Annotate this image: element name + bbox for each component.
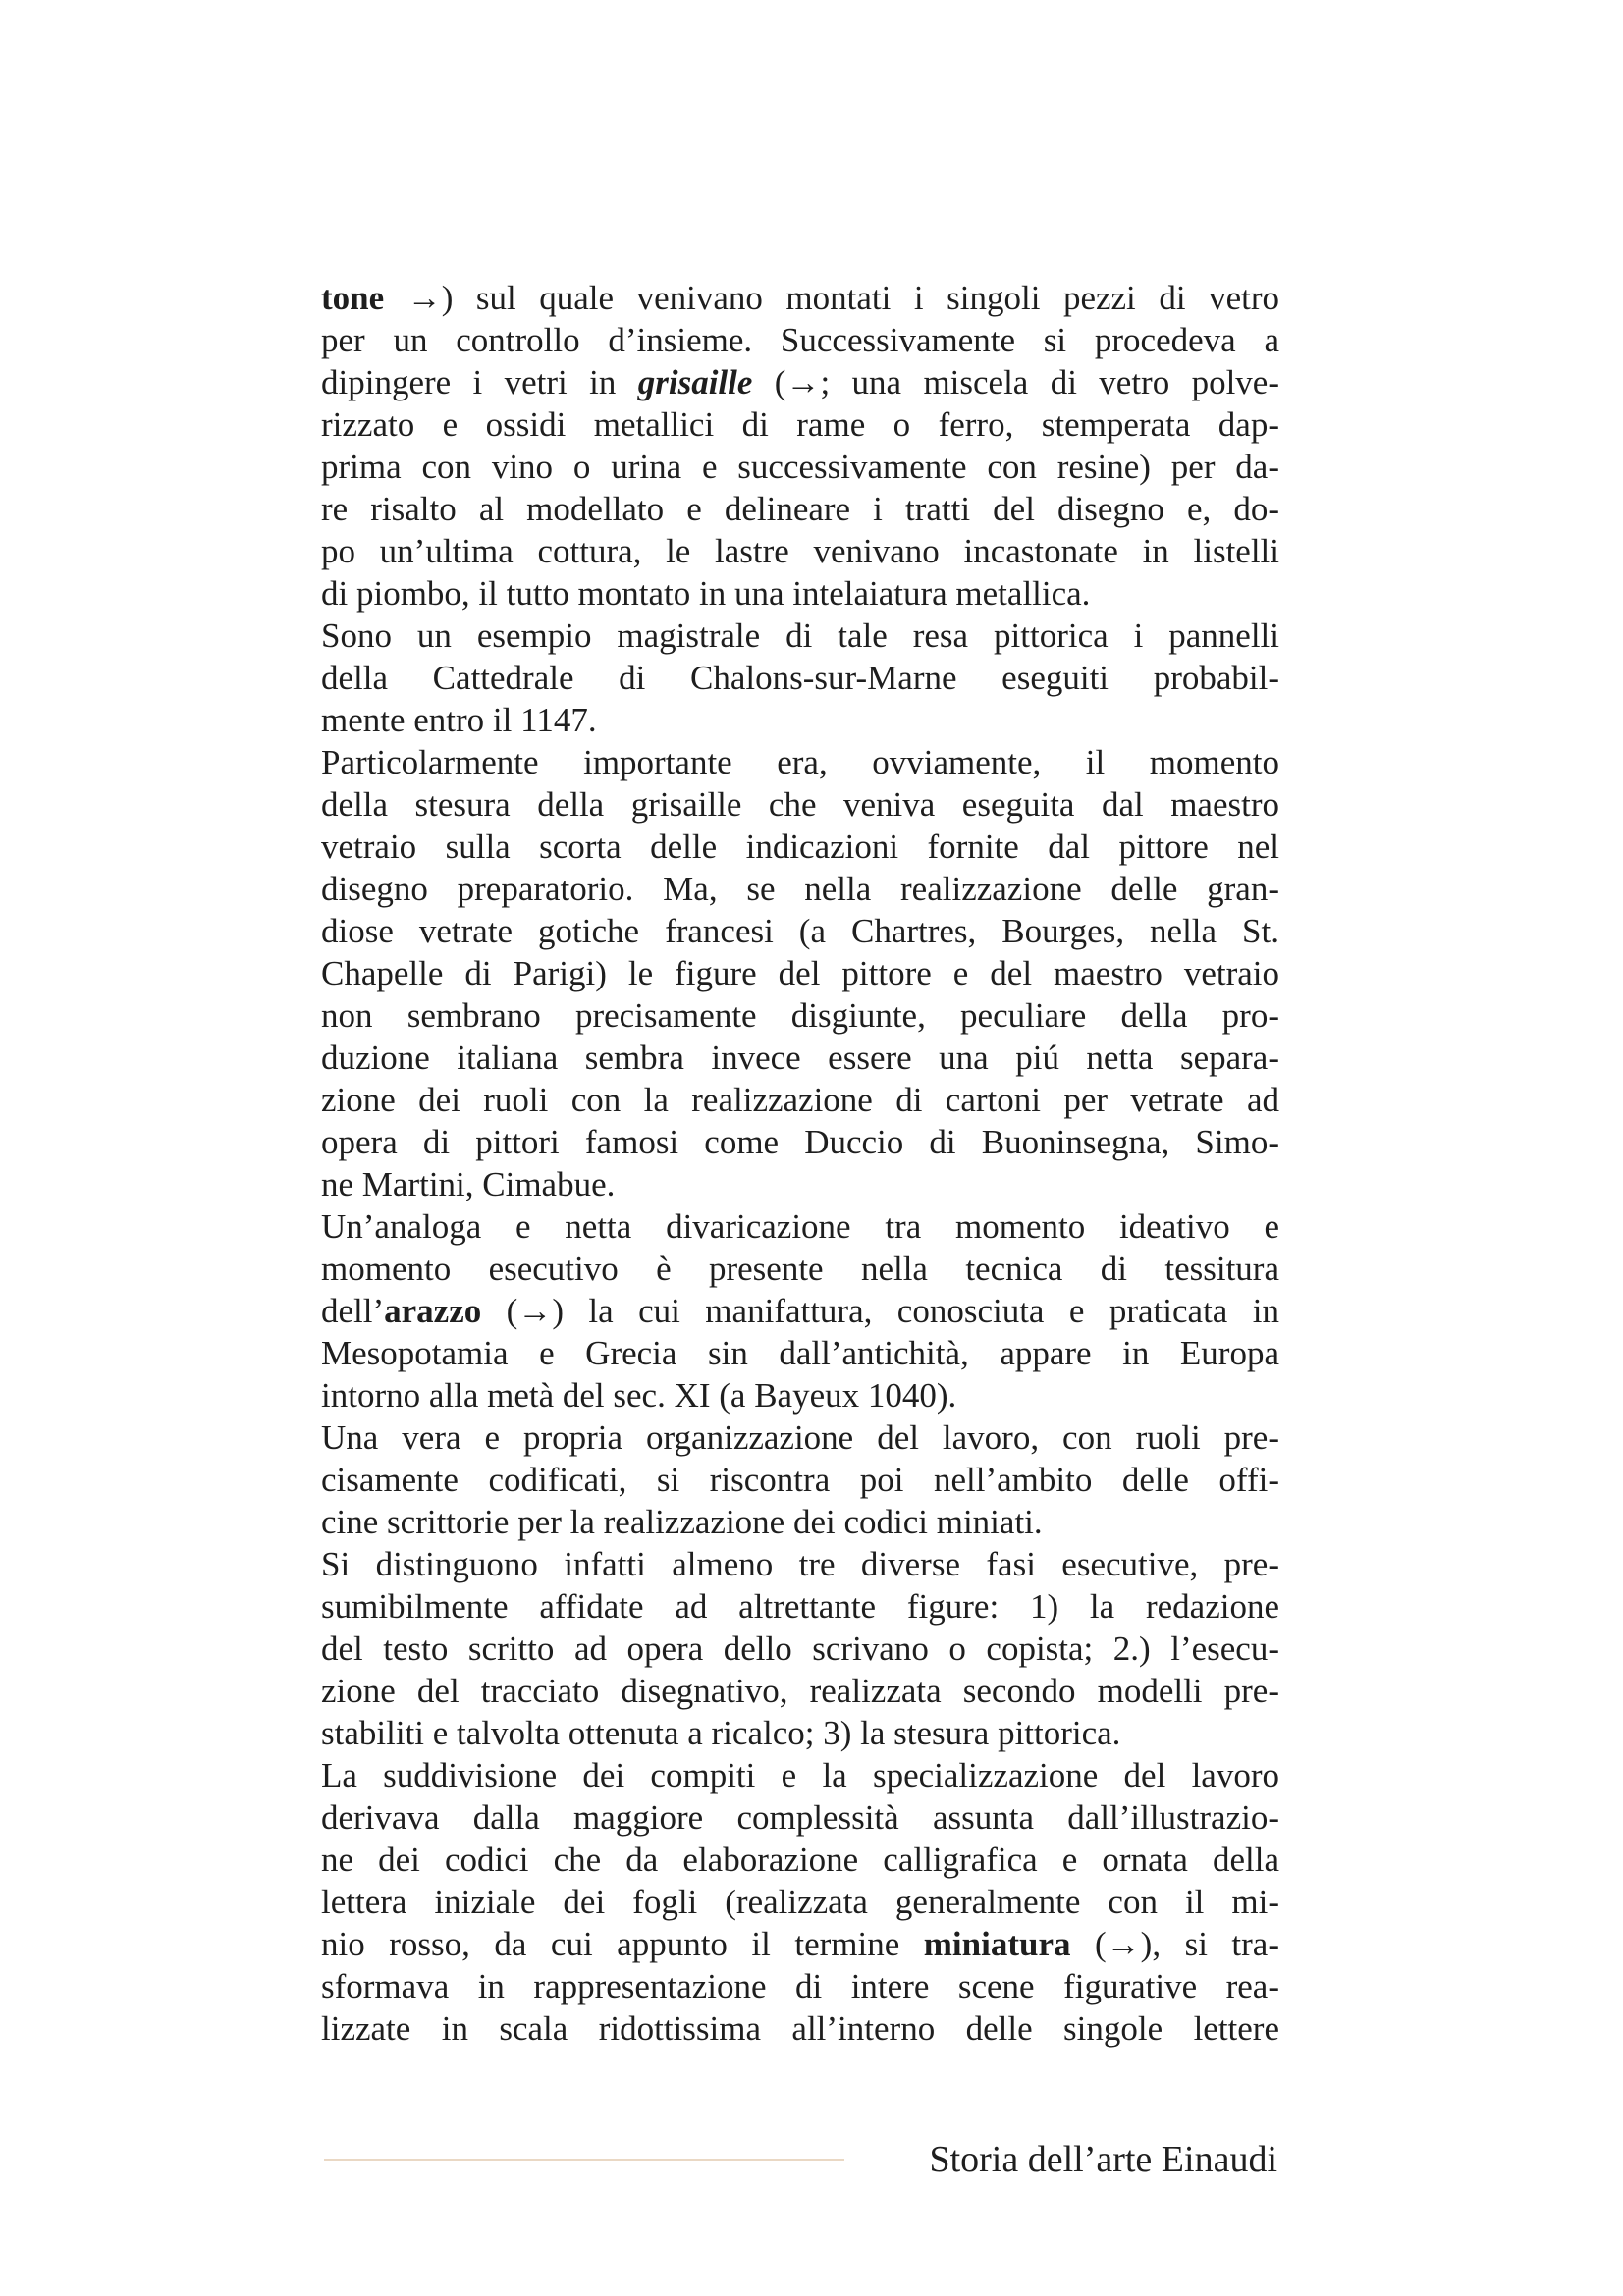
text-segment: Chapelle di Parigi) le figure del pittore e del maestro vetraio — [321, 954, 1279, 992]
text-line — [321, 1332, 1279, 1374]
text-line — [321, 741, 1279, 783]
text-segment: dipingere i vetri in — [321, 363, 638, 401]
text-line — [321, 1079, 1279, 1121]
text-segment: (→), si tra- — [1070, 1925, 1279, 1963]
footer-rule — [324, 2159, 844, 2161]
text-segment: stabiliti e talvolta ottenuta a ricalco; 3) la stesura pittorica. — [321, 1714, 1121, 1752]
text-segment: sumibilmente affidate ad altrettante figure: 1) la redazione — [321, 1587, 1279, 1626]
text-line — [321, 1121, 1279, 1163]
text-line — [321, 1881, 1279, 1923]
text-line — [321, 910, 1279, 952]
text-segment: della Cattedrale di Chalons-sur-Marne eseguiti probabil- — [321, 659, 1279, 697]
text-segment: →) sul quale venivano montati i singoli pezzi di vetro — [384, 279, 1279, 317]
text-segment: zione dei ruoli con la realizzazione di cartoni per vetrate ad — [321, 1081, 1279, 1119]
text-segment: Mesopotamia e Grecia sin dall’antichità, appare in Europa — [321, 1334, 1279, 1372]
text-line — [321, 319, 1279, 361]
text-segment: ne Martini, Cimabue. — [321, 1165, 616, 1203]
text-line — [321, 488, 1279, 530]
text-segment: re risalto al modellato e delineare i tratti del disegno e, do- — [321, 490, 1279, 528]
text-line — [321, 572, 1279, 614]
text-segment: disegno preparatorio. Ma, se nella realizzazione delle gran- — [321, 870, 1279, 908]
term-link-text: arazzo — [384, 1292, 482, 1330]
text-segment: per un controllo d’insieme. Successivamente si procedeva a — [321, 321, 1279, 359]
text-line — [321, 1923, 1279, 1965]
text-segment: (→; una miscela di vetro polve- — [752, 363, 1279, 401]
text-line — [321, 1205, 1279, 1248]
text-line — [321, 403, 1279, 446]
text-segment: della stesura della grisaille che veniva eseguita dal maestro — [321, 785, 1279, 824]
footer-title: Storia dell’arte Einaudi — [929, 2139, 1277, 2180]
text-segment: del testo scritto ad opera dello scrivano o copista; 2.) l’esecu- — [321, 1629, 1279, 1668]
body-text — [321, 277, 1279, 2050]
text-line — [321, 657, 1279, 699]
text-segment: Una vera e propria organizzazione del lavoro, con ruoli pre- — [321, 1418, 1279, 1457]
text-segment: duzione italiana sembra invece essere una piú netta separa- — [321, 1039, 1279, 1077]
term-link-text: tone — [321, 279, 385, 317]
text-line — [321, 1839, 1279, 1881]
text-segment: momento esecutivo è presente nella tecnica di tessitura — [321, 1250, 1279, 1288]
term-link-text: grisaille — [637, 363, 753, 401]
text-line — [321, 277, 1279, 319]
text-line — [321, 446, 1279, 488]
text-segment: Un’analoga e netta divaricazione tra momento ideativo e — [321, 1207, 1279, 1246]
text-line — [321, 1712, 1279, 1754]
text-segment: cisamente codificati, si riscontra poi nell’ambito delle offi- — [321, 1461, 1279, 1499]
text-segment: lizzate in scala ridottissima all’interno delle singole lettere — [321, 2009, 1279, 2048]
text-segment: po un’ultima cottura, le lastre venivano incastonate in listelli — [321, 532, 1279, 570]
text-segment: Sono un esempio magistrale di tale resa pittorica i pannelli — [321, 616, 1279, 655]
text-line — [321, 1163, 1279, 1205]
text-line — [321, 2007, 1279, 2050]
text-line — [321, 952, 1279, 994]
text-segment: mente entro il 1147. — [321, 701, 597, 739]
text-line — [321, 361, 1279, 403]
text-segment: rizzato e ossidi metallici di rame o ferro, stemperata dap- — [321, 405, 1279, 444]
text-line — [321, 699, 1279, 741]
text-segment: opera di pittori famosi come Duccio di Buoninsegna, Simo- — [321, 1123, 1279, 1161]
text-line — [321, 1796, 1279, 1839]
text-segment: derivava dalla maggiore complessità assunta dall’illustrazio- — [321, 1798, 1279, 1837]
text-line — [321, 1037, 1279, 1079]
text-segment: dell’ — [321, 1292, 385, 1330]
text-segment: diose vetrate gotiche francesi (a Chartres, Bourges, nella St. — [321, 912, 1279, 950]
text-segment: cine scrittorie per la realizzazione dei codici miniati. — [321, 1503, 1043, 1541]
text-segment: Si distinguono infatti almeno tre diverse fasi esecutive, pre- — [321, 1545, 1279, 1583]
text-line — [321, 1290, 1279, 1332]
text-line — [321, 1965, 1279, 2007]
text-segment: prima con vino o urina e successivamente con resine) per da- — [321, 448, 1279, 486]
text-segment: intorno alla metà del sec. XI (a Bayeux 1040). — [321, 1376, 957, 1415]
text-segment: sformava in rappresentazione di intere scene figurative rea- — [321, 1967, 1279, 2005]
text-line — [321, 826, 1279, 868]
text-line — [321, 614, 1279, 657]
text-line — [321, 1459, 1279, 1501]
text-line — [321, 868, 1279, 910]
term-link-text: miniatura — [923, 1925, 1071, 1963]
text-segment: zione del tracciato disegnativo, realizzata secondo modelli pre- — [321, 1672, 1279, 1710]
text-line — [321, 1416, 1279, 1459]
text-segment: vetraio sulla scorta delle indicazioni fornite dal pittore nel — [321, 828, 1279, 866]
text-line — [321, 1670, 1279, 1712]
text-segment: non sembrano precisamente disgiunte, peculiare della pro- — [321, 996, 1279, 1035]
text-line — [321, 1248, 1279, 1290]
text-line — [321, 1628, 1279, 1670]
text-segment: nio rosso, da cui appunto il termine — [321, 1925, 924, 1963]
text-line — [321, 1543, 1279, 1585]
text-line — [321, 1585, 1279, 1628]
text-segment: La suddivisione dei compiti e la specializzazione del lavoro — [321, 1756, 1279, 1794]
text-line — [321, 783, 1279, 826]
text-segment: ne dei codici che da elaborazione calligrafica e ornata della — [321, 1841, 1279, 1879]
text-line — [321, 1754, 1279, 1796]
text-line — [321, 1501, 1279, 1543]
text-line — [321, 994, 1279, 1037]
text-segment: di piombo, il tutto montato in una intelaiatura metallica. — [321, 574, 1091, 613]
text-line — [321, 1374, 1279, 1416]
text-segment: Particolarmente importante era, ovviamente, il momento — [321, 743, 1279, 781]
text-segment: (→) la cui manifattura, conosciuta e praticata in — [481, 1292, 1279, 1330]
text-line — [321, 530, 1279, 572]
text-segment: lettera iniziale dei fogli (realizzata generalmente con il mi- — [321, 1883, 1279, 1921]
